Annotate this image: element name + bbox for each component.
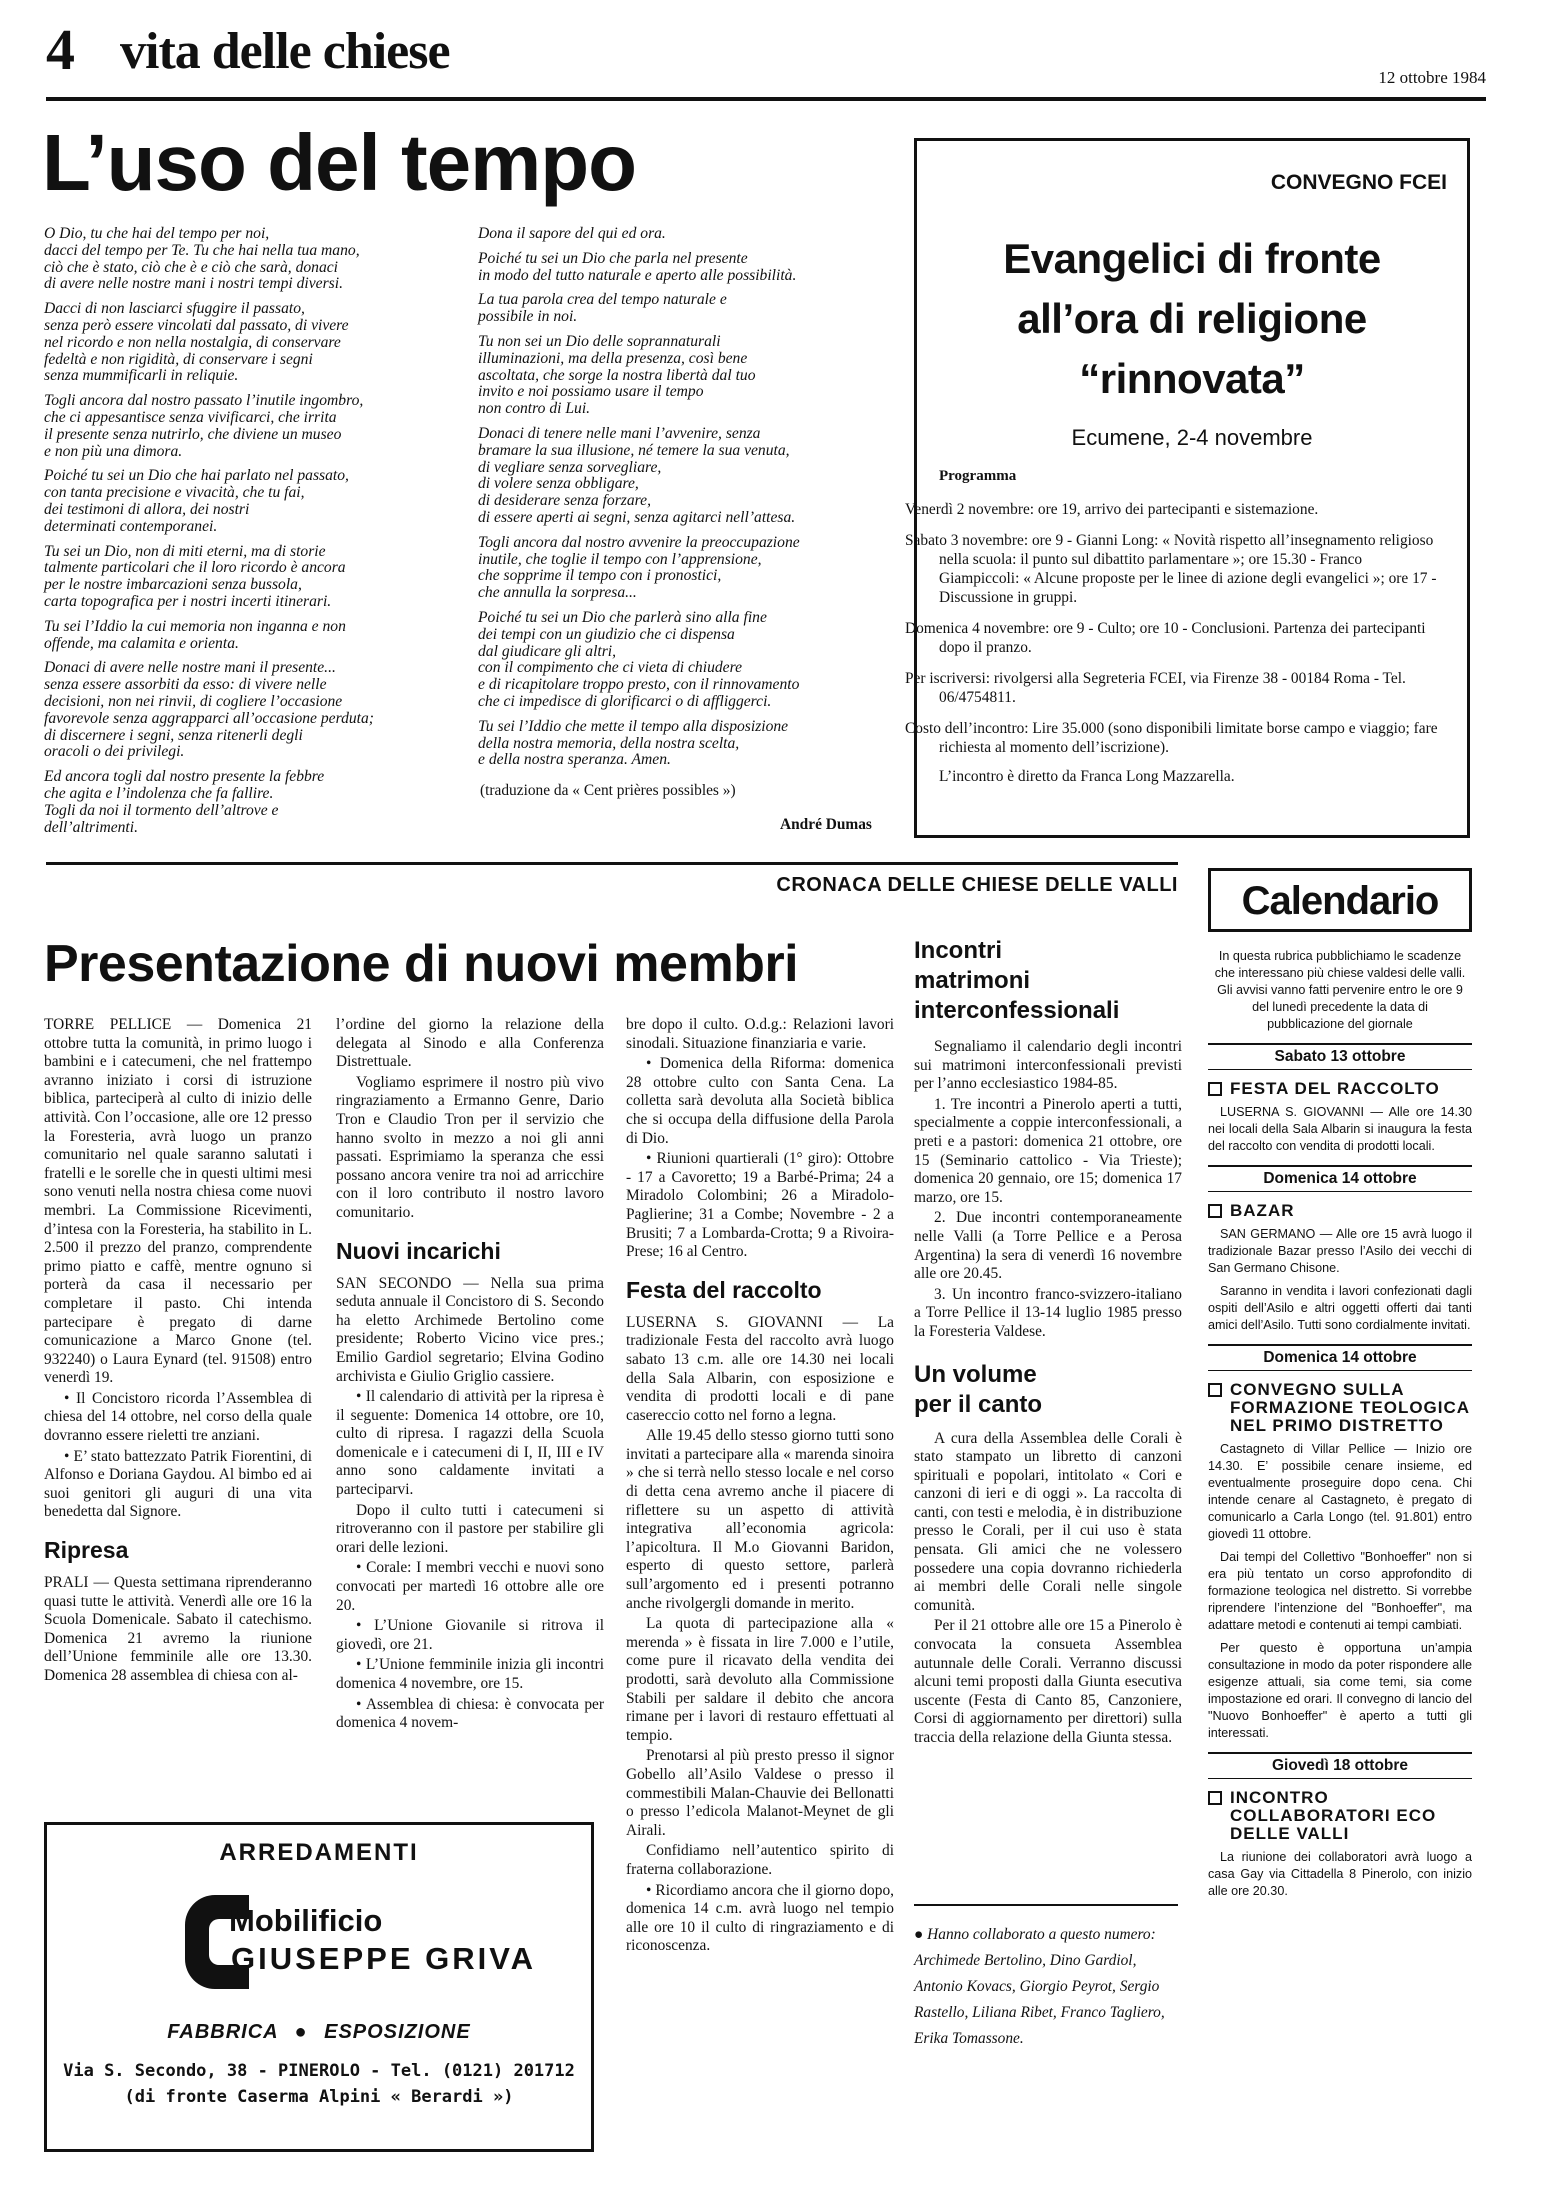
poem-line: dacci del tempo per Te. Tu che hai nella tua mano, — [44, 241, 360, 259]
poem-stanza — [478, 226, 898, 243]
poem-left-column — [44, 226, 464, 844]
incontri-intro: Segnaliamo il calendario degli incontri sui matrimoni interconfessionali previsti per l’anno ecclesiastico 1984-85. — [914, 1038, 1182, 1093]
poem-line: fedeltà e non rigidità, di conservare i segni — [44, 350, 313, 368]
checkbox-square-icon — [1208, 1082, 1222, 1096]
poem-line: Dacci di non lasciarci sfuggire il passato, — [44, 300, 305, 318]
poem-line: favorevole senza aggrapparci all’occasione perduta; — [44, 709, 374, 727]
page-number: 4 — [46, 17, 75, 82]
masthead-rule — [46, 97, 1486, 101]
article-para: Prenotarsi al più presto presso il signor Gobello all’Asilo Valdese o presso il commestibili Malan-Chauvie dei Bellonatti o presso l’edicola Malanot-Meynet de gli Airali. — [626, 1747, 894, 1839]
poem-line: che annulla la sorpresa... — [478, 584, 637, 602]
checkbox-square-icon — [1208, 1791, 1222, 1805]
incontri-column — [914, 936, 1182, 1750]
volume-para: A cura della Assemblea delle Corali è stato stampato un libretto di canzoni spirituali e popolari, intitolato « Cori e canzoni di ieri e di oggi ». La raccolta di canti, con testi e melodia, è in distribuzione presso le Corali, per il cui uso è stata pensata. Gli amici che ne volessero possedere una copia dovranno richiederla ai membri delle Corali nelle singole comunità. — [914, 1429, 1182, 1614]
fcei-box — [905, 138, 1470, 838]
article-para: Dopo il culto tutti i catecumeni si ritroveranno con il pastore per stabilire gli orari delle lezioni. — [336, 1501, 604, 1556]
poem-stanza — [44, 226, 464, 293]
calendar-event-text: Castagneto di Villar Pellice — Inizio ore 14.30. E’ possibile cenare insieme, ed eventualmente proseguire dopo cena. Chi intende cenare al Castagneto, è pregato di comunicarlo a Carla Longo (tel. 91.801) entro giovedì 11 ottobre. — [1208, 1442, 1472, 1541]
section-rule — [46, 862, 1178, 865]
poem-line: che agita e l’indolenza che fa fallire. — [44, 784, 274, 802]
poem-line: nel ricordo e non nella nostalgia, di conservare — [44, 333, 341, 351]
volume-title-line: Un volume — [914, 1360, 1037, 1388]
fcei-title-line: Evangelici di fronte — [1003, 235, 1381, 282]
poem-line: Ed ancora togli dal nostro presente la febbre — [44, 768, 325, 786]
poem-line: possibile in noi. — [478, 308, 578, 326]
poem-stanza — [478, 535, 898, 602]
calendar-event-text: Saranno in vendita i lavori confezionati dagli ospiti dell’Asilo e altri oggetti offerti dai tanti amici dell’Asilo. Tutti sono cordialmente invitati. — [1208, 1284, 1472, 1332]
collaboratori-text: Hanno collaborato a questo numero: Archimede Bertolino, Dino Gardiol, Antonio Kovacs, Giorgio Peyrot, Sergio Rastello, Liliana Ribet, Franco Tagliero, Erika Tomassone. — [914, 1926, 1165, 2047]
article-column-2 — [336, 1016, 604, 1735]
article-para: LUSERNA S. GIOVANNI — La tradizionale Festa del raccolto avrà luogo sabato 13 c.m. alle ore 14.30 nei locali della Sala Albarin, con esposizione e vendita di prodotti locali e di pane casereccio cotto nel forno a legna. — [626, 1313, 894, 1424]
programma-label: Programma — [939, 468, 1017, 484]
calendar-event-text: Dai tempi del Collettivo "Bonhoeffer" non si era più tentato un corso approfondito di formazione teologica nel distretto. Si vorrebbe riprendere l’intenzione del "Bonhoeffer", ma adattare metodi e contenuti ai tempi cambiati. — [1208, 1550, 1472, 1632]
poem-right-column — [478, 226, 898, 777]
poem-stanza — [478, 292, 898, 326]
raccolto-heading: Festa del raccolto — [626, 1276, 822, 1303]
fcei-place-date: Ecumene, 2-4 novembre — [1071, 425, 1313, 450]
poem-line: decisioni, non nei rinvii, di cogliere l’occasione — [44, 692, 343, 710]
poem-line: Togli ancora dal nostro passato l’inutile ingombro, — [44, 392, 364, 410]
calendar-date-bar: Domenica 14 ottobre — [1208, 1165, 1472, 1192]
poem-stanza — [478, 251, 898, 285]
ad-brand-line-1: Mobilificio — [229, 1903, 383, 1938]
volume-para: Per il 21 ottobre alle ore 15 a Pinerolo è convocata la consueta Assemblea autunnale delle Corali. Verranno discussi alcuni temi proposti dalla Giunta esecutiva uscente (Festa di Canto 85, Canzoniere, Corsi di aggiornamento per direttori) sulla traccia della relazione della Giunta stessa. — [914, 1617, 1182, 1746]
poem-stanza — [478, 610, 898, 711]
article-para: l’ordine del giorno la relazione della delegata al Sinodo e alla Conferenza Distrettuale. — [336, 1016, 604, 1071]
calendar-event-heading — [1208, 1789, 1472, 1843]
poem-line: determinati contemporanei. — [44, 517, 218, 535]
calendar-event-heading — [1208, 1080, 1472, 1098]
article-author: André Dumas — [780, 816, 872, 833]
ad-line-1 — [47, 2021, 591, 2044]
bullet-icon: ● — [294, 2021, 308, 2043]
poem-line: e di ricapitolare troppo presto, con il rinnovamento — [478, 676, 800, 694]
article-para: • Ricordiamo ancora che il giorno dopo, domenica 14 c.m. avrà luogo nel tempio alle ore 10 il culto di ringraziamento e di riconoscenza. — [626, 1881, 894, 1955]
program-item: Domenica 4 novembre: ore 9 - Culto; ore 10 - Conclusioni. Partenza dei partecipanti dopo il pranzo. — [905, 620, 1426, 656]
poem-line: Togli ancora dal nostro avvenire la preoccupazione — [478, 533, 800, 551]
poem-line: senza essere assorbiti da esso: di vivere nelle — [44, 676, 327, 694]
article-column-1 — [44, 1016, 312, 1688]
checkbox-square-icon — [1208, 1383, 1222, 1397]
article-para: PRALI — Questa settimana riprenderanno quasi tutte le attività. Venerdì alle ore 16 la Scuola Domenicale. Sabato il catechismo. Domenica 21 avremo la riunione dell’Unione femminile alle ore 13.30. Domenica 28 assemblea di chiesa con al- — [44, 1574, 312, 1684]
poem-line: Dona il sapore del qui ed ora. — [478, 225, 666, 242]
program-item: Costo dell’incontro: Lire 35.000 (sono disponibili limitate borse campo e viaggio; fare richiesta al momento dell’iscrizione). — [905, 720, 1438, 756]
calendar-event-heading — [1208, 1202, 1472, 1220]
poem-line: che ci impedisce di glorificarci o di affliggerci. — [478, 692, 772, 710]
ad-landmark: (di fronte Caserma Alpini « Berardi ») — [124, 2087, 514, 2107]
calendar-event-title: BAZAR — [1230, 1201, 1295, 1220]
fcei-director: L’incontro è diretto da Franca Long Mazzarella. — [939, 768, 1235, 785]
poem-line: con tanta precisione e vivacità, che tu fai, — [44, 484, 305, 502]
ripresa-heading: Ripresa — [44, 1537, 129, 1564]
poem-line: oracoli o dei privilegi. — [44, 743, 185, 761]
poem-line: che ci appesantisce senza vivificarci, che irrita — [44, 408, 337, 426]
program-item: Per iscriversi: rivolgersi alla Segreteria FCEI, via Firenze 38 - 00184 Roma - Tel. 06/4754811. — [905, 670, 1406, 706]
poem-line: ciò che è stato, ciò che è e ciò che sarà, donaci — [44, 258, 339, 276]
article-para: bre dopo il culto. O.d.g.: Relazioni lavori sinodali. Situazione finanziaria e varie. — [626, 1016, 894, 1052]
poem-line: illuminazioni, ma della presenza, così bene — [478, 349, 748, 367]
poem-line: Donaci di tenere nelle mani l’avvenire, senza — [478, 424, 761, 442]
fcei-title-line: all’ora di religione — [1017, 295, 1367, 342]
poem-line: ascoltata, che sorge la nostra libertà dal tuo — [478, 366, 756, 384]
calendar-event-heading — [1208, 1381, 1472, 1435]
article-para: Alle 19.45 dello stesso giorno tutti sono invitati a partecipare alla « marenda sinoira » che si terrà nello stesso locale e nel corso di detta cena avremo anche il piacere di riflettere su un aspetto di attività integrativa all’economia agricola: l’apicoltura. Il M.o Giovanni Baridon, esperto di questo settore, parlerà sull’argomento ed i presenti potranno anche rivolgergli domande in merito. — [626, 1427, 894, 1612]
poem-line: di essere aperti ai segni, senza agitarci nell’attesa. — [478, 508, 796, 526]
ad-esposizione: ESPOSIZIONE — [324, 2021, 471, 2043]
calendario-intro: In questa rubrica pubblichiamo le scadenze che interessano più chiese valdesi delle valli. Gli avvisi vanno fatti pervenire entro le ore 9 del lunedì precedente la data di pubblicazione del giornale — [1214, 949, 1466, 1031]
poem-stanza — [44, 301, 464, 385]
fcei-title-line: “rinnovata” — [1079, 355, 1305, 402]
poem-line: senza mummificarli in reliquie. — [44, 367, 239, 385]
poem-stanza — [44, 393, 464, 460]
poem-stanza — [478, 719, 898, 769]
calendario-title-box — [1208, 868, 1472, 932]
poem-line: dal giudicare gli altri, — [478, 642, 617, 660]
article-para: • Assemblea di chiesa: è convocata per domenica 4 novem- — [336, 1695, 604, 1732]
incontri-title-line: interconfessionali — [914, 997, 1120, 1024]
poem-stanza — [44, 619, 464, 653]
article-para: • Il calendario di attività per la ripresa è il seguente: Domenica 14 ottobre, ore 10, culto di ripresa. I ragazzi della Scuola domenicale e i catecumeni di I, II, III e IV anno sono caldamente invitati a parteciparvi. — [336, 1388, 604, 1499]
calendar-event-text: La riunione dei collaboratori avrà luogo a casa Gay via Cittadella 8 Pinerolo, con inizio alle ore 20.30. — [1208, 1850, 1472, 1898]
poem-line: di discernere i segni, senza ritenerli degli — [44, 726, 303, 744]
poem-stanza — [44, 544, 464, 611]
calendar-event-title: FESTA DEL RACCOLTO — [1230, 1079, 1440, 1098]
poem-line: Poiché tu sei un Dio che parlerà sino alla fine — [478, 608, 767, 626]
fcei-program — [905, 467, 1439, 798]
masthead — [46, 18, 1486, 98]
poem-line: O Dio, tu che hai del tempo per noi, — [44, 225, 270, 242]
incontri-title-line: matrimoni — [914, 967, 1031, 994]
article-para: • Riunioni quartierali (1° giro): Ottobre - 17 a Cavoretto; 19 a Barbé-Prima; 24 a Miradolo Colombini; 26 a Miradolo-Paglierine; 31 a Combe; Novembre - 2 a Brusiti; 7 a Lombarda-Crotta; 9 a Rivoira-Prese; 16 al Centro. — [626, 1150, 894, 1261]
incarichi-heading: Nuovi incarichi — [336, 1237, 501, 1264]
poem-line: dei testimoni di allora, dei nostri — [44, 500, 250, 518]
issue-date: 12 ottobre 1984 — [1378, 68, 1486, 87]
poem-line: Poiché tu sei un Dio che parla nel presente — [478, 249, 748, 267]
bullet-icon: ● — [914, 1926, 928, 1943]
incontri-title-line: Incontri — [914, 937, 1002, 964]
poem-stanza — [44, 468, 464, 535]
calendario-column — [1208, 868, 1472, 1900]
poem-line: Tu sei l’Iddio la cui memoria non inganna e non — [44, 617, 346, 635]
calendar-event-title: CONVEGNO SULLA FORMAZIONE TEOLOGICA NEL PRIMO DISTRETTO — [1230, 1380, 1470, 1435]
poem-line: di avere nelle nostre mani i nostri tempi diversi. — [44, 275, 343, 293]
cronaca-header: CRONACA DELLE CHIESE DELLE VALLI — [776, 874, 1178, 896]
main-article-title: Presentazione di nuovi membri — [44, 935, 799, 993]
article-para: Confidiamo nell’autentico spirito di fraterna collaborazione. — [626, 1842, 894, 1878]
calendario-sections — [1208, 1043, 1472, 1900]
poem-line: bramare la sua illusione, né temere la sua venuta, — [478, 441, 790, 459]
program-item: Venerdì 2 novembre: ore 19, arrivo dei partecipanti e sistemazione. — [905, 501, 1319, 518]
incontri-item: 1. Tre incontri a Pinerolo aperti a tutti, specialmente a coppie interconfessionali, a preti e a pastori: domenica 21 ottobre, ore 15 (Seminario cattolico - Via Trieste); domenica 20 gennaio, ore 15; domenica 17 marzo, ore 15. — [914, 1095, 1182, 1206]
article-para: • Il Concistoro ricorda l’Assemblea di chiesa del 14 ottobre, nel corso della quale dovranno essere rieletti tre anziani. — [44, 1389, 312, 1445]
poem-stanza — [478, 426, 898, 527]
calendar-date-bar: Giovedì 18 ottobre — [1208, 1752, 1472, 1779]
poem-line: in modo del tutto naturale e aperto alle possibilità. — [478, 266, 797, 284]
incontri-item: 3. Un incontro franco-svizzero-italiano a Torre Pellice il 13-14 luglio 1985 presso la Foresteria Valdese. — [914, 1285, 1182, 1340]
article-para: • L’Unione Giovanile si ritrova il giovedì, ore 21. — [336, 1617, 604, 1653]
poem-line: di vegliare senza sorvegliare, — [478, 458, 662, 476]
calendar-date-bar: Domenica 14 ottobre — [1208, 1344, 1472, 1371]
poem-line: talmente particolari che il loro ricordo è ancora — [44, 559, 346, 577]
poem-line: Tu non sei un Dio delle soprannaturali — [478, 332, 721, 350]
poem-line: e non più una dimora. — [44, 442, 183, 460]
poem-line: con il compimento che ci vieta di chiudere — [478, 659, 742, 677]
collaboratori-note — [914, 1922, 1178, 2052]
poem-line: Tu sei un Dio, non di miti eterni, ma di storie — [44, 542, 326, 560]
poem-line: Donaci di avere nelle nostre mani il presente... — [44, 659, 336, 677]
advertisement — [44, 1822, 594, 2152]
article-para: TORRE PELLICE — Domenica 21 ottobre tutta la comunità, in primo luogo i bambini e i catecumeni, che nel frattempo avranno iniziato i corsi di istruzione biblica, parteciperà al culto di inizio delle attività. Con l’occasione, alle ore 12 presso la Foresteria, avrà luogo un pranzo comunitario nel quale saranno salutati i fratelli e le sorelle che in questi ultimi mesi sono venuti nella nostra chiesa come nuovi membri. La Commissione Ricevimenti, d’intesa con la Foresteria, ha stabilito in L. 2.500 il prezzo del pranzo, comprendente primo piatto e caffè, mentre ognuno si porterà da casa il necessario per completare il pasto. Chi intenda partecipare è pregato di darne comunicazione a Marco Gnone (tel. 932240) o Laura Eynard (tel. 91508) entro venerdì 19. — [44, 1016, 312, 1387]
calendar-event-title: INCONTRO COLLABORATORI ECO DELLE VALLI — [1230, 1788, 1437, 1843]
ad-brand-line-2: GIUSEPPE GRIVA — [231, 1941, 536, 1976]
section-title: vita delle chiese — [120, 23, 450, 80]
poem-line: Togli da noi il tormento dell’altrove e — [44, 801, 279, 819]
poem-stanza — [478, 334, 898, 418]
article-para: • E’ stato battezzato Patrik Fiorentini, di Alfonso e Doriana Gaydou. Al bimbo ed ai suoi genitori gli auguri di una vita benedetta dal Signore. — [44, 1447, 312, 1521]
poem-line: dei tempi con un giudizio che ci dispensa — [478, 625, 735, 643]
volume-title — [914, 1360, 1182, 1420]
poem-line: Tu sei l’Iddio che mette il tempo alla disposizione — [478, 717, 789, 735]
incontri-item: 2. Due incontri contemporaneamente nelle Valli (a Torre Pellice e a Perosa Argentina) la sera di venerdì 16 novembre alle ore 20.45. — [914, 1209, 1182, 1283]
article-column-3 — [626, 1016, 894, 1958]
poem-line: inutile, che toglie il tempo con l’apprensione, — [478, 550, 762, 568]
checkbox-square-icon — [1208, 1204, 1222, 1218]
calendar-event-text: LUSERNA S. GIOVANNI — Alle ore 14.30 nei locali della Sala Albarin si inaugura la festa del raccolto con vendita di prodotti locali. — [1208, 1105, 1472, 1153]
ad-address: Via S. Secondo, 38 - PINEROLO - Tel. (0121) 201712 — [63, 2061, 575, 2081]
article-para: • Domenica della Riforma: domenica 28 ottobre culto con Santa Cena. La colletta sarà devoluta alla Società biblica che si occupa della diffusione della Parola di Dio. — [626, 1055, 894, 1147]
poem-line: La tua parola crea del tempo naturale e — [478, 291, 727, 309]
calendar-date-bar: Sabato 13 ottobre — [1208, 1043, 1472, 1070]
poem-line: e della nostra speranza. Amen. — [478, 751, 671, 769]
poem-line: dell’altrimenti. — [44, 818, 138, 836]
poem-line: per le nostre imbarcazioni senza bussola, — [44, 576, 302, 594]
article-para: La quota di partecipazione alla « merenda » è fissata in lire 7.000 e l’utile, come pure il ricavato della vendita dei prodotti, sarà devoluto alla Commissione Stabili per saldare il debito che ancora rimane per i lavori di restauro effettuati al tempio. — [626, 1615, 894, 1744]
poem-line: Poiché tu sei un Dio che hai parlato nel passato, — [44, 467, 349, 485]
calendar-event-text: Per questo è opportuna un’ampia consultazione in modo da poter rispondere alle esigenze attuali, sia come temi, sia come impostazione ed orari. Il convegno di lancio del "Nuovo Bonhoeffer" è aperto a tutti gli interessati. — [1208, 1641, 1472, 1740]
volume-title-line: per il canto — [914, 1390, 1043, 1418]
calendar-event-text: SAN GERMANO — Alle ore 15 avrà luogo il tradizionale Bazar presso l’Asilo dei vecchi di San Germano Chisone. — [1208, 1227, 1472, 1275]
article-para: SAN SECONDO — Nella sua prima seduta annuale il Concistoro di S. Secondo ha eletto Archimede Bertolino come presidente; Roberto Vicino vice pres.; Emilio Gardiol segretario; Elvina Godino archivista e Giulio Griglio cassiere. — [336, 1274, 604, 1385]
article-para: • L’Unione femminile inizia gli incontri domenica 4 novembre, ore 15. — [336, 1656, 604, 1692]
poem-stanza — [44, 660, 464, 761]
article-title: L’uso del tempo — [42, 118, 636, 207]
article-para: • Corale: I membri vecchi e nuovi sono convocati per martedì 16 ottobre alle ore 20. — [336, 1559, 604, 1614]
poem-line: della nostra memoria, della nostra scelta, — [478, 734, 740, 752]
poem-line: di desiderare senza forzare, — [478, 492, 651, 510]
program-item: Sabato 3 novembre: ore 9 - Gianni Long: « Novità rispetto all’insegnamento religioso nella scuola: il punto sul dibattito parlamentare »; ore 15.30 - Franco Giampiccoli: « Alcune proposte per le linee di azione degli evangelici »; ore 17 - Discussione in gruppi. — [905, 532, 1437, 606]
ad-top-label: ARREDAMENTI — [219, 1839, 419, 1866]
poem-line: offende, ma calamita e orienta. — [44, 634, 239, 652]
collaboratori-rule — [914, 1904, 1178, 1906]
fcei-kicker: CONVEGNO FCEI — [1270, 171, 1447, 194]
calendario-title: Calendario — [1241, 879, 1439, 923]
poem-stanza — [44, 769, 464, 836]
poem-line: il presente senza nutrirlo, che diviene un museo — [44, 425, 342, 443]
poem-line: invito e noi possiamo usare il tempo — [478, 383, 704, 401]
translation-note: (traduzione da « Cent prières possibles ») — [480, 782, 736, 799]
article-para: Vogliamo esprimere il nostro più vivo ringraziamento a Ermanno Genre, Dario Tron e Claudio Tron per il servizio che hanno svolto in mezzo a noi gli anni passati. Esprimiamo la speranza che essi possano ancora venire tra noi ad arricchire con il loro contributo il nostro lavoro comunitario. — [336, 1073, 604, 1221]
poem-line: che sopprime il tempo con i pronostici, — [478, 567, 722, 585]
fcei-title — [917, 229, 1467, 409]
poem-line: di volere senza obbligare, — [478, 475, 639, 493]
poem-line: carta topografica per i nostri incerti itinerari. — [44, 592, 332, 610]
incontri-title — [914, 936, 1182, 1026]
poem-line: senza però essere vincolati dal passato, di vivere — [44, 316, 349, 334]
ad-fabbrica: FABBRICA — [167, 2021, 278, 2043]
poem-line: non contro di Lui. — [478, 400, 591, 418]
